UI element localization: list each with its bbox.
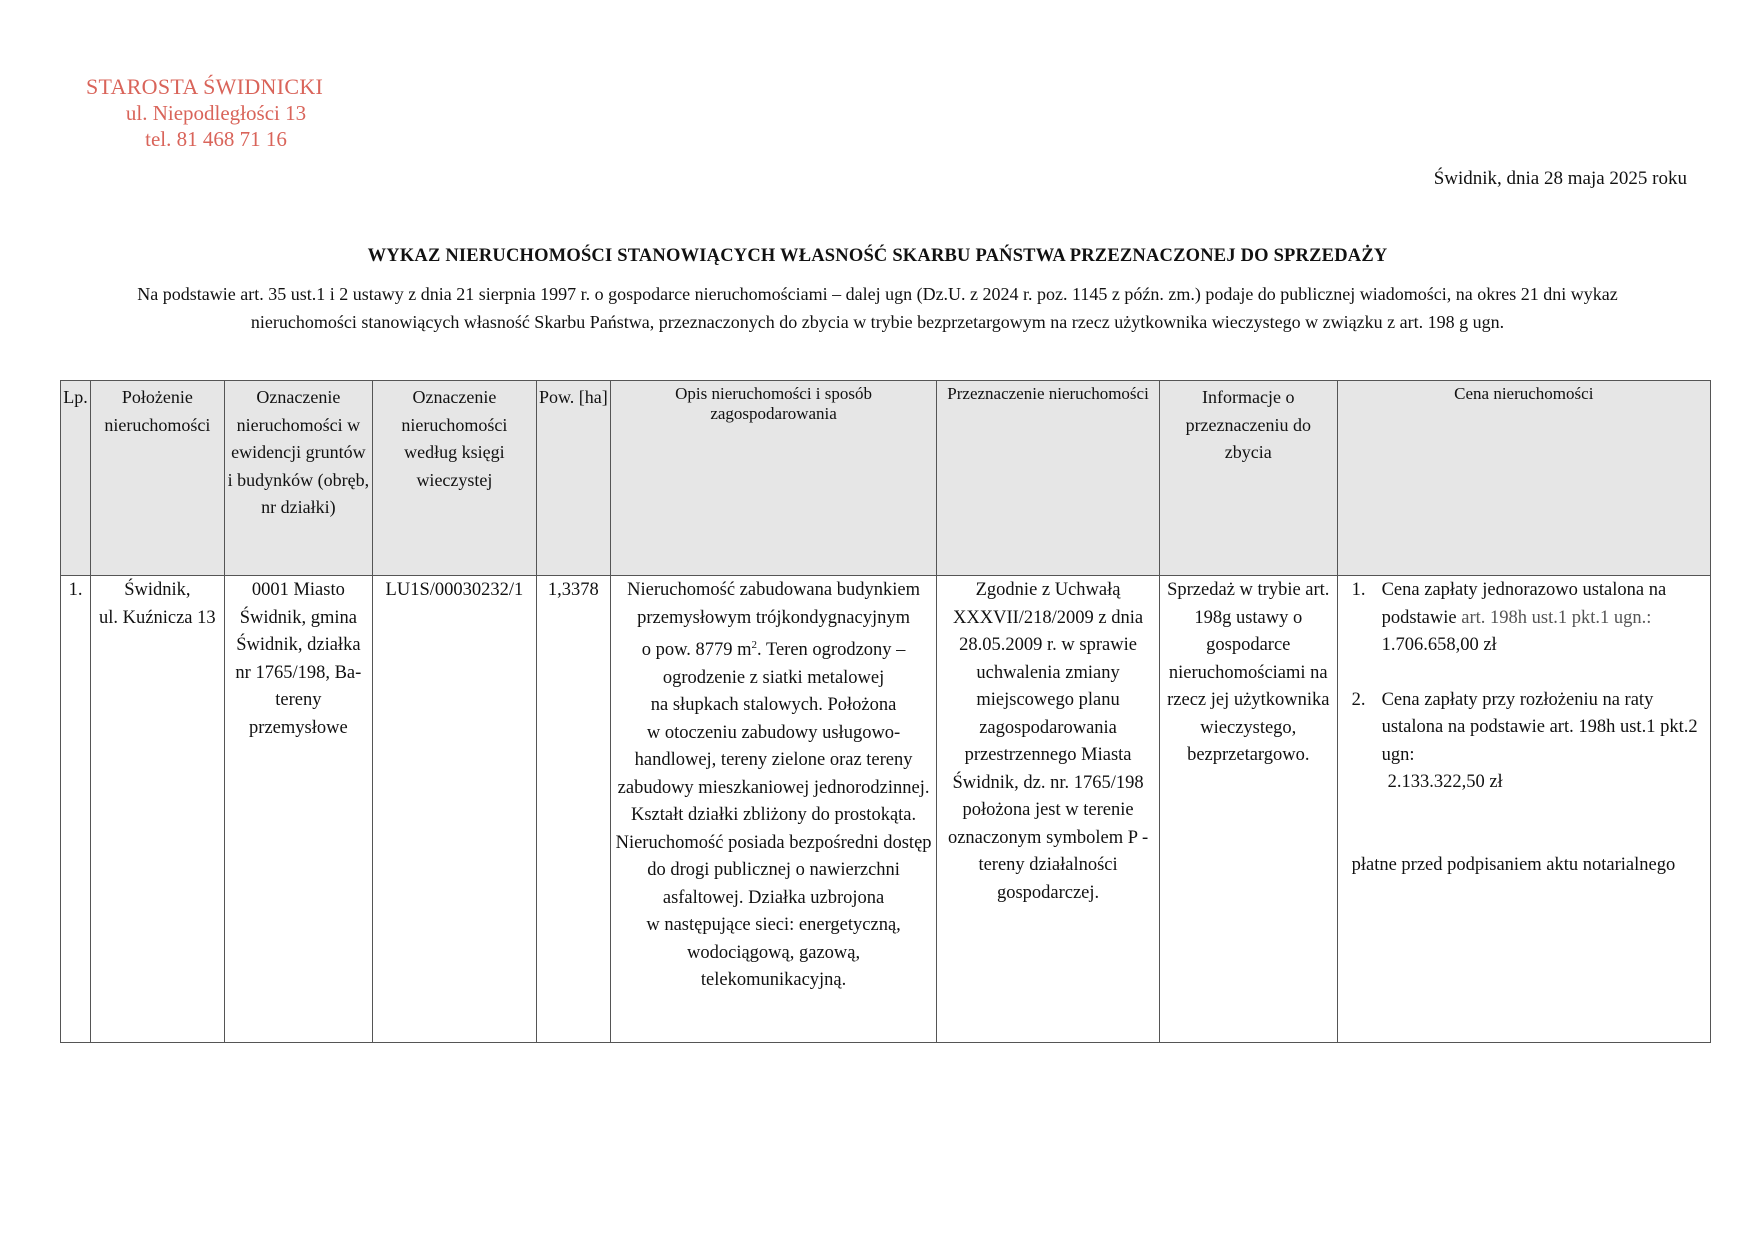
header-land-book-designation: Oznaczenie nieruchomości według księgi wieczystej [373, 381, 537, 576]
description-part-3: na słupkach stalowych. Położona [650, 695, 897, 716]
cell-sale-info: Sprzedaż w trybie art. 198g ustawy o gospodarce nieruchomościami na rzecz jej użytkownika wieczystego, bezprzetargowo. [1159, 576, 1337, 1043]
intro-line-1: Na podstawie art. 35 ust.1 i 2 ustawy z dnia 21 sierpnia 1997 r. o gospodarce nieruchomościami – dalej ugn (Dz.U. z 2024 r. poz. 1145 z późn. zm.) podaje do publicznej wiadomości, na okres 21 dni wykaz [137, 284, 1618, 304]
document-date: Świdnik, dnia 28 maja 2025 roku [1433, 168, 1687, 189]
header-price: Cena nieruchomości [1337, 381, 1710, 576]
price-lump-sum-value: 1.706.658,00 zł [1381, 635, 1497, 655]
price-item-number: 2. [1351, 689, 1366, 710]
document-title: WYKAZ NIERUCHOMOŚCI STANOWIĄCYCH WŁASNOŚĆ SKARBU PAŃSTWA PRZEZNACZONEJ DO SPRZEDAŻY [367, 246, 1388, 266]
price-item-installments [1351, 687, 1708, 797]
cell-price [1337, 576, 1710, 1043]
description-part-2: . Teren ogrodzony – ogrodzenie z siatki metalowej [662, 640, 906, 688]
cell-land-book-designation: LU1S/00030232/1 [373, 576, 537, 1043]
office-phone: tel. 81 468 71 16 [145, 127, 287, 151]
price-item-number: 1. [1351, 580, 1366, 600]
header-sale-info: Informacje o przeznaczeniu do zbycia [1159, 381, 1337, 576]
description-part-1: Nieruchomość zabudowana budynkiem przemysłowym trójkondygnacyjnym [627, 580, 920, 628]
header-area: Pow. [ha] [536, 381, 610, 576]
cell-land-registry-designation: 0001 Miasto Świdnik, gmina Świdnik, działka nr 1765/198, Ba- tereny przemysłowe [224, 576, 373, 1043]
cell-description [610, 576, 936, 1043]
description-part-4: w otoczeniu zabudowy usługowo-handlowej, tereny zielone oraz tereny zabudowy mieszkaniowej jednorodzinnej. Kształt działki zbliżony do prostokąta. Nieruchomość posiada bezpośredni dostęp do drogi publicznej o nawierzchni asfaltowej. Działka uzbrojona [615, 722, 932, 908]
location-city: Świdnik, [124, 580, 191, 600]
header-purpose: Przeznaczenie nieruchomości [937, 381, 1160, 576]
header-lp: Lp. [61, 381, 91, 576]
intro-line-2: nieruchomości stanowiących własność Skarbu Państwa, przeznaczonych do zbycia w trybie bezprzetargowym na rzecz użytkownika wieczystego w związku z art. 198 g ugn. [250, 312, 1505, 332]
table-row [61, 576, 1711, 1043]
location-street: ul. Kuźnicza 13 [99, 607, 216, 628]
header-description: Opis nieruchomości i sposób zagospodarowania [610, 381, 936, 576]
table-header-row [61, 381, 1711, 576]
cell-location [91, 576, 224, 1043]
header-location: Położenie nieruchomości [91, 381, 224, 576]
document-intro [60, 280, 1695, 336]
header-land-registry-designation: Oznaczenie nieruchomości w ewidencji gruntów i budynków (obręb, nr działki) [224, 381, 373, 576]
office-street: ul. Niepodległości 13 [125, 101, 307, 125]
office-name: STAROSTA ŚWIDNICKI [86, 74, 324, 99]
price-installments-value: 2.133.322,50 zł [1387, 772, 1503, 792]
office-header [86, 74, 346, 152]
property-table [60, 380, 1711, 1043]
payment-note: płatne przed podpisaniem aktu notarialnego [1351, 854, 1676, 875]
description-part-5: w następujące sieci: energetyczną, wodociągową, gazową, telekomunikacyjną. [646, 915, 901, 991]
cell-purpose: Zgodnie z Uchwałą XXXVII/218/2009 z dnia 28.05.2009 r. w sprawie uchwalenia zmiany miejscowego planu zagospodarowania przestrzennego Miasta Świdnik, dz. nr. 1765/198 położona jest w terenie oznaczonym symbolem P - tereny działalności gospodarczej. [937, 576, 1160, 1043]
price-item-legal-ref: art. 198h ust.1 pkt.1 ugn.: [1461, 607, 1652, 628]
cell-lp: 1. [61, 576, 91, 1043]
cell-area: 1,3378 [536, 576, 610, 1043]
description-area: o pow. 8779 m [641, 640, 752, 661]
description-area-unit-exponent: 2 [751, 639, 758, 651]
price-list [1352, 577, 1708, 797]
price-item-text: Cena zapłaty przy rozłożeniu na raty ustalona na podstawie art. 198h ust.1 pkt.2 ugn: [1381, 689, 1698, 765]
price-item-text: Cena zapłaty jednorazowo ustalona na podstawie [1381, 580, 1667, 628]
price-item-lump-sum [1351, 577, 1708, 660]
